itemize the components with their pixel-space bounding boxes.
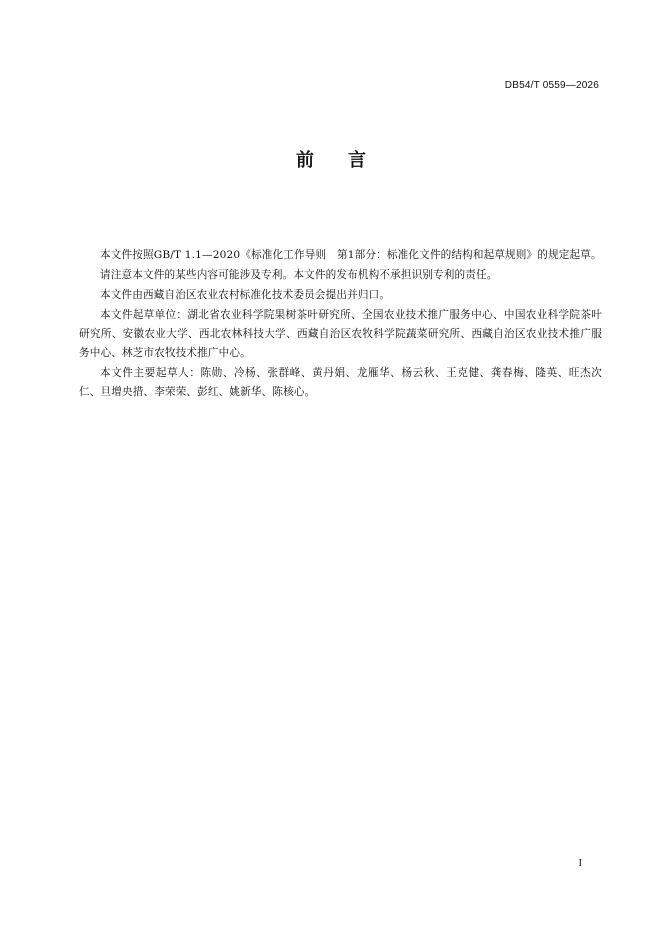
page-number: I	[578, 858, 582, 869]
paragraph-drafting-units: 本文件起草单位：湖北省农业科学院果树茶叶研究所、全国农业技术推广服务中心、中国农业科学院茶叶研究所、安徽农业大学、西北农林科技大学、西藏自治区农牧科学院蔬菜研究所、西藏自治区农业技术推广服务中心、林芝市农牧技术推广中心。	[79, 309, 602, 359]
paragraph-drafters: 本文件主要起草人：陈勋、冷杨、张群峰、黄丹娟、龙雁华、杨云秋、王克健、龚春梅、隆英、旺杰次仁、旦增央措、李荣荣、彭红、姚新华、陈核心。	[79, 367, 602, 398]
paragraph-patent-notice: 请注意本文件的某些内容可能涉及专利。本文件的发布机构不承担识别专利的责任。	[100, 269, 498, 281]
document-code: DB54/T 0559—2026	[504, 80, 599, 91]
foreword-body	[79, 246, 602, 403]
paragraph-drafting-basis: 本文件按照GB/T 1.1—2020《标准化工作导则 第1部分：标准化文件的结构和起草规则》的规定起草。	[100, 249, 602, 261]
title-char-2: 言	[348, 150, 366, 171]
title-char-1: 前	[296, 150, 314, 171]
paragraph-proposer: 本文件由西藏自治区农业农村标准化技术委员会提出并归口。	[100, 289, 391, 301]
page-title	[0, 146, 662, 172]
